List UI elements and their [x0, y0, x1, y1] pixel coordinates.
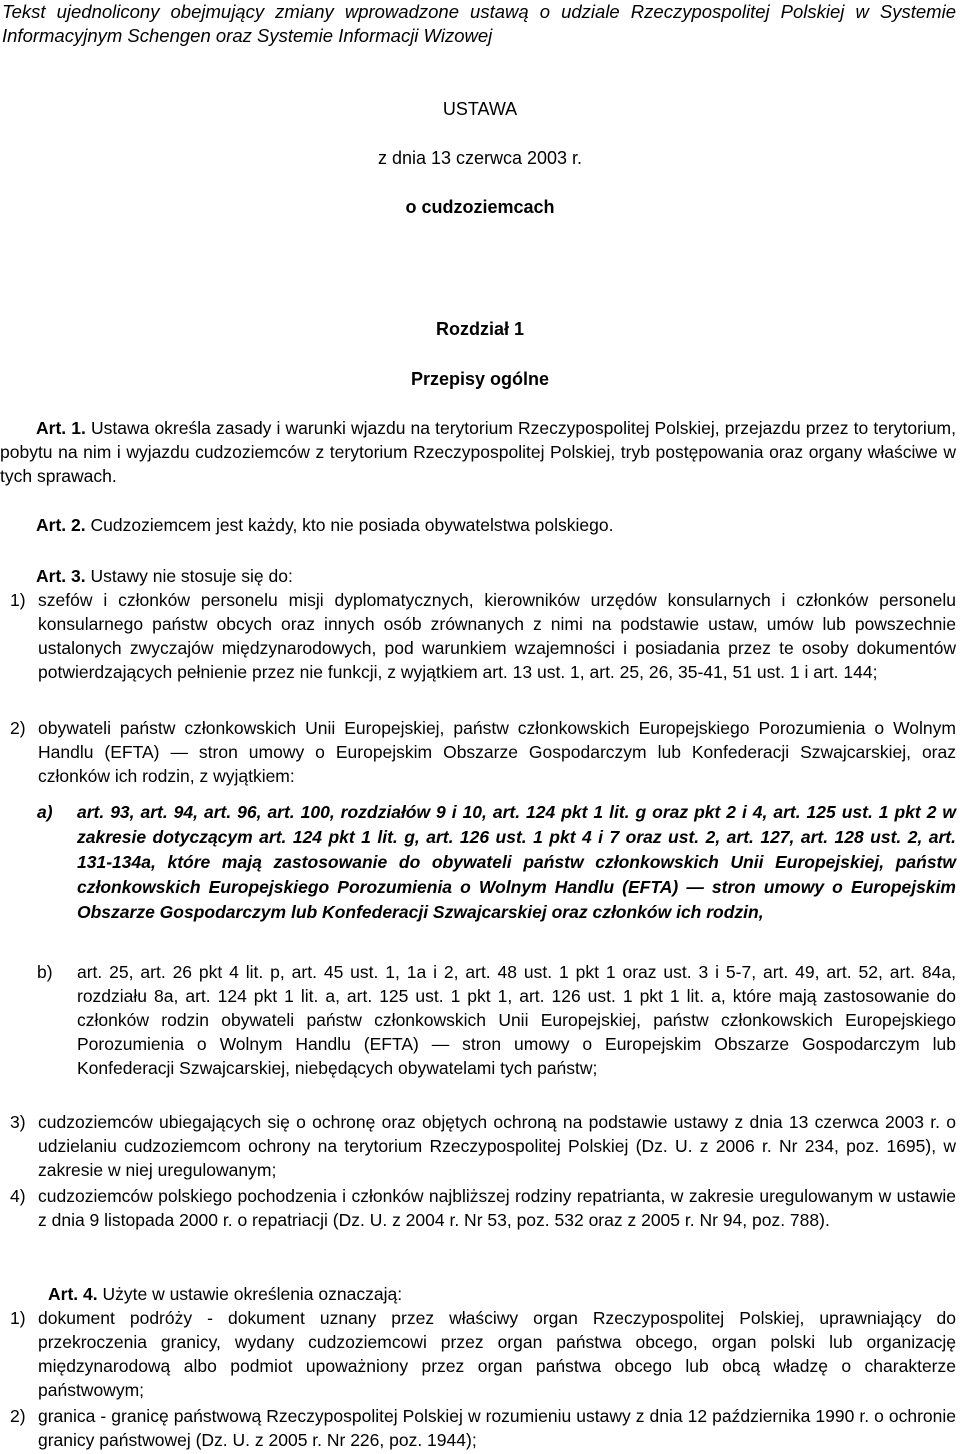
article-2-text: Cudzoziemcem jest każdy, kto nie posiada obywatelstwa polskiego. — [90, 515, 614, 535]
article-4-label: Art. 4. — [48, 1284, 98, 1304]
article-3-subitem-b — [37, 960, 956, 1080]
act-date: z dnia 13 czerwca 2003 r. — [377, 148, 583, 168]
article-4-intro — [0, 1282, 956, 1306]
item-number: 3) — [10, 1112, 26, 1132]
article-1-text: Ustawa określa zasady i warunki wjazdu na terytorium Rzeczypospolitej Polskiej, przejazdu przez to terytorium, pobytu na nim i wyjazdu cudzoziemców z terytorium Rzeczypospolitej Polskiej, tryb postępowania oraz organy właściwe w tych sprawach. — [0, 418, 956, 486]
article-4-intro-text: Użyte w ustawie określenia oznaczają: — [102, 1284, 403, 1304]
item-text: cudzoziemców ubiegających się o ochronę oraz objętych ochroną na podstawie ustawy z dnia 13 czerwca 2003 r. o udzielaniu cudzoziemcom ochrony na terytorium Rzeczypospolitej Polskiej (Dz. U. z 2006 r. Nr 234, poz. 1695), w zakresie w niej uregulowanym; — [38, 1112, 956, 1180]
subitem-letter: a) — [37, 802, 53, 822]
article-3-intro-text: Ustawy nie stosuje się do: — [90, 566, 293, 586]
article-4-item-2 — [10, 1404, 956, 1452]
act-subject: o cudzoziemcach — [405, 197, 555, 217]
item-number: 2) — [10, 718, 26, 738]
item-text: szefów i członków personelu misji dyplomatycznych, kierowników urzędów konsularnych i członków personelu konsularnego państw obcych oraz innych osób zrównanych z nimi na podstawie ustaw, umów lub powszechnie ustalonych zwyczajów międzynarodowych, pod warunkiem wzajemności i posiadania przez te osoby dokumentów potwierdzających pełnienie przez nie funkcji, z wyjątkiem art. 13 ust. 1, art. 25, 26, 35-41, 51 ust. 1 i art. 144; — [38, 590, 956, 682]
item-number: 4) — [10, 1186, 26, 1206]
article-1 — [0, 416, 956, 488]
article-3-item-1 — [10, 588, 956, 684]
article-4-item-1 — [10, 1306, 956, 1402]
subitem-letter: b) — [37, 962, 53, 982]
chapter-number: Rozdział 1 — [435, 319, 524, 339]
article-3-label: Art. 3. — [36, 566, 86, 586]
act-type: USTAWA — [442, 99, 518, 119]
item-number: 2) — [10, 1406, 26, 1426]
item-number: 1) — [10, 590, 26, 610]
article-3-item-3 — [10, 1110, 956, 1182]
article-3-subitem-a — [37, 800, 956, 925]
article-2 — [0, 513, 956, 537]
chapter-title: Przepisy ogólne — [410, 369, 550, 389]
article-2-label: Art. 2. — [36, 515, 86, 535]
item-text: obywateli państw członkowskich Unii Europejskiej, państw członkowskich Europejskiego Porozumienia o Wolnym Handlu (EFTA) — stron umowy o Europejskim Obszarze Gospodarczym lub Konfederacji Szwajcarskiej, oraz członków ich rodzin, z wyjątkiem: — [38, 718, 956, 786]
item-number: 1) — [10, 1308, 26, 1328]
article-3-item-2 — [10, 716, 956, 788]
item-text: cudzoziemców polskiego pochodzenia i członków najbliższej rodziny repatrianta, w zakresie uregulowanym w ustawie z dnia 9 listopada 2000 r. o repatriacji (Dz. U. z 2004 r. Nr 53, poz. 532 oraz z 2005 r. Nr 94, poz. 788). — [38, 1186, 956, 1230]
article-1-label: Art. 1. — [36, 418, 86, 438]
item-text: granica - granicę państwową Rzeczypospolitej Polskiej w rozumieniu ustawy z dnia 12 października 1990 r. o ochronie granicy państwowej (Dz. U. z 2005 r. Nr 226, poz. 1944); — [38, 1406, 956, 1450]
item-text: dokument podróży - dokument uznany przez właściwy organ Rzeczypospolitej Polskiej, uprawniający do przekroczenia granicy, wydany cudzoziemcowi przez organ państwa obcego, organ polski lub organizację międzynarodową albo podmiot upoważniony przez organ państwa obcego lub obcą władzę o charakterze państwowym; — [38, 1308, 956, 1400]
article-3-item-4 — [10, 1184, 956, 1232]
subitem-text: art. 93, art. 94, art. 96, art. 100, rozdziałów 9 i 10, art. 124 pkt 1 lit. g oraz pkt 2 i 4, art. 125 ust. 1 pkt 2 w zakresie dotyczącym art. 124 pkt 1 lit. g, art. 126 ust. 1 pkt 4 i 7 oraz ust. 2, art. 127, art. 128 ust. 2, art. 131-134a, które mają zastosowanie do obywateli państw członkowskich Unii Europejskiej, państw członkowskich Europejskiego Porozumienia o Wolnym Handlu (EFTA) — stron umowy o Europejskim Obszarze Gospodarczym lub Konfederacji Szwajcarskiej oraz członków ich rodzin, — [77, 802, 956, 922]
article-3-intro — [0, 564, 956, 588]
subitem-text: art. 25, art. 26 pkt 4 lit. p, art. 45 ust. 1, 1a i 2, art. 48 ust. 1 pkt 1 oraz ust. 3 i 5-7, art. 49, art. 52, art. 84a, rozdziału 8a, art. 124 pkt 1 lit. a, art. 125 ust. 1 pkt 1, art. 126 ust. 1 pkt 1 lit. a, które mają zastosowanie do członków rodzin obywateli państw członkowskich Unii Europejskiej, państw członkowskich Europejskiego Porozumienia o Wolnym Handlu (EFTA) — stron umowy o Europejskim Obszarze Gospodarczym lub Konfederacji Szwajcarskiej, niebędących obywatelami tych państw; — [77, 962, 956, 1078]
consolidated-text-header: Tekst ujednolicony obejmujący zmiany wprowadzone ustawą o udziale Rzeczypospolitej Polskiej w Systemie Informacyjnym Schengen oraz Systemie Informacji Wizowej — [2, 1, 956, 46]
